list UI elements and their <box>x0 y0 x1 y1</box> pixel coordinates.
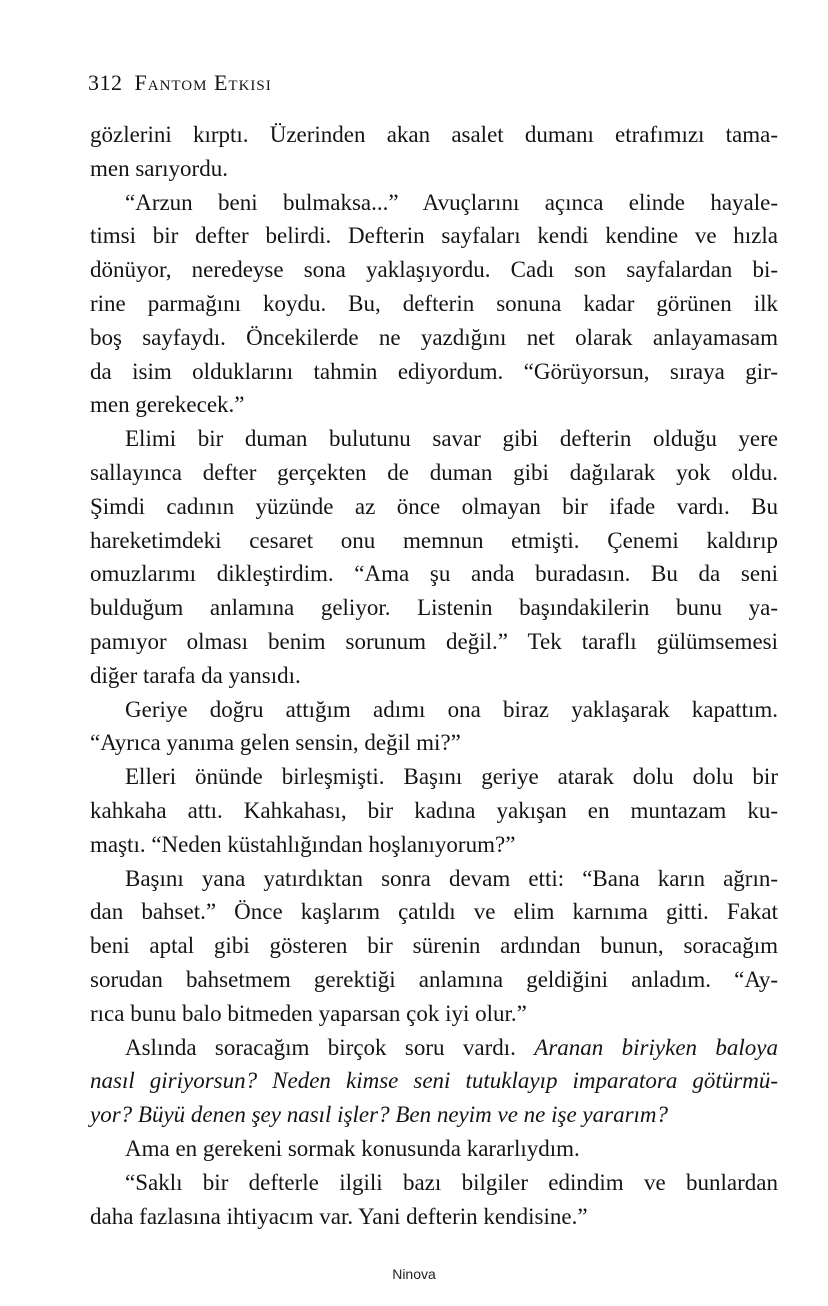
text-line <box>90 997 778 1031</box>
text-line <box>90 355 778 389</box>
text-line <box>90 118 778 152</box>
text-line <box>90 456 778 490</box>
text-segment: men gerekecek.” <box>90 392 245 418</box>
text-segment: Elleri önünde birleşmişti. Başını geriye atarak dolu dolu bir <box>125 764 778 790</box>
text-segment: timsi bir defter belirdi. Defterin sayfaları kendi kendine ve hızla <box>90 223 778 249</box>
book-title: Fantom Etkisi <box>134 70 272 95</box>
text-segment: kahkaha attı. Kahkahası, bir kadına yakışan en muntazam ku- <box>90 797 778 823</box>
page-number: 312 <box>88 70 123 95</box>
text-line <box>90 862 778 896</box>
text-segment: dan bahset.” Önce kaşlarım çatıldı ve elim karnıma gitti. Fakat <box>90 899 778 925</box>
text-segment: omuzlarımı dikleştirdim. “Ama şu anda buradasın. Bu da seni <box>90 561 778 587</box>
text-line <box>90 152 778 186</box>
text-segment: hareketimdeki cesaret onu memnun etmişti. Çenemi kaldırıp <box>90 527 778 553</box>
text-segment: rine parmağını koydu. Bu, defterin sonuna kadar görünen ilk <box>90 290 778 316</box>
italic-text: yor? Büyü denen şey nasıl işler? Ben neyim ve ne işe yararım? <box>90 1102 669 1128</box>
text-line <box>90 557 778 591</box>
text-segment: gözlerini kırptı. Üzerinden akan asalet dumanı etrafımızı tama- <box>90 122 778 147</box>
text-segment: daha fazlasına ihtiyacım var. Yani defterin kendisine.” <box>90 1203 588 1229</box>
page-body-text <box>90 118 778 1233</box>
text-line <box>90 253 778 287</box>
text-line <box>90 760 778 794</box>
text-line <box>90 388 778 422</box>
text-segment: boş sayfaydı. Öncekilerde ne yazdığını net olarak anlayamasam <box>90 324 778 350</box>
text-segment: “Arzun beni bulmaksa...” Avuçlarını açınca elinde hayale- <box>125 189 778 215</box>
text-line <box>90 659 778 693</box>
text-line <box>90 287 778 321</box>
text-line <box>90 1132 778 1166</box>
text-segment: Başını yana yatırdıktan sonra devam etti: “Bana karın ağrın- <box>125 865 778 891</box>
text-line <box>90 929 778 963</box>
text-segment: sorudan bahsetmem gerektiği anlamına geldiğini anladım. “Ay- <box>90 966 778 992</box>
text-segment: maştı. “Neden küstahlığından hoşlanıyorum?” <box>90 831 516 857</box>
text-segment: dönüyor, neredeyse sona yaklaşıyordu. Cadı son sayfalardan bi- <box>90 257 778 283</box>
italic-text: nasıl giriyorsun? Neden kimse seni tutuklayıp imparatora götürmü- <box>90 1068 778 1094</box>
text-line <box>90 625 778 659</box>
text-line <box>90 794 778 828</box>
text-line <box>90 186 778 220</box>
text-line <box>90 1031 778 1065</box>
text-segment: pamıyor olması benim sorunum değil.” Tek taraflı gülümsemesi <box>90 628 778 654</box>
text-segment: men sarıyordu. <box>90 155 228 181</box>
text-line <box>90 1098 778 1132</box>
text-line <box>90 524 778 558</box>
text-segment: bulduğum anlamına geliyor. Listenin başındakilerin bunu ya- <box>90 595 778 621</box>
text-segment: beni aptal gibi gösteren bir sürenin ardından bunun, soracağım <box>90 933 778 959</box>
text-line <box>90 1166 778 1200</box>
text-segment: sallayınca defter gerçekten de duman gibi dağılarak yok oldu. <box>90 459 778 485</box>
text-segment: diğer tarafa da yansıdı. <box>90 662 301 688</box>
text-segment: da isim olduklarını tahmin ediyordum. “Görüyorsun, sıraya gir- <box>90 358 778 384</box>
text-line <box>90 321 778 355</box>
text-segment: “Ayrıca yanıma gelen sensin, değil mi?” <box>90 730 461 756</box>
text-segment: Ama en gerekeni sormak konusunda kararlıydım. <box>125 1135 580 1161</box>
text-line <box>90 490 778 524</box>
text-line <box>90 219 778 253</box>
text-line <box>90 726 778 760</box>
text-segment: Geriye doğru attığım adımı ona biraz yaklaşarak kapattım. <box>125 696 778 722</box>
text-segment: “Saklı bir defterle ilgili bazı bilgiler edindim ve bunlardan <box>125 1169 778 1195</box>
text-line <box>90 1064 778 1098</box>
text-line <box>90 895 778 929</box>
text-segment: Elimi bir duman bulutunu savar gibi defterin olduğu yere <box>125 426 778 452</box>
publisher-footer: Ninova <box>392 1266 436 1282</box>
text-line <box>90 422 778 456</box>
running-header <box>88 70 272 96</box>
text-segment: rıca bunu balo bitmeden yaparsan çok iyi olur.” <box>90 1000 527 1026</box>
text-line <box>90 828 778 862</box>
text-segment: Aslında soracağım birçok soru vardı. <box>125 1034 535 1060</box>
text-line <box>90 963 778 997</box>
text-line <box>90 1200 778 1234</box>
text-line <box>90 693 778 727</box>
text-line <box>90 591 778 625</box>
text-segment: Şimdi cadının yüzünde az önce olmayan bir ifade vardı. Bu <box>90 493 778 519</box>
italic-text: Aranan biriyken baloya <box>534 1034 778 1060</box>
